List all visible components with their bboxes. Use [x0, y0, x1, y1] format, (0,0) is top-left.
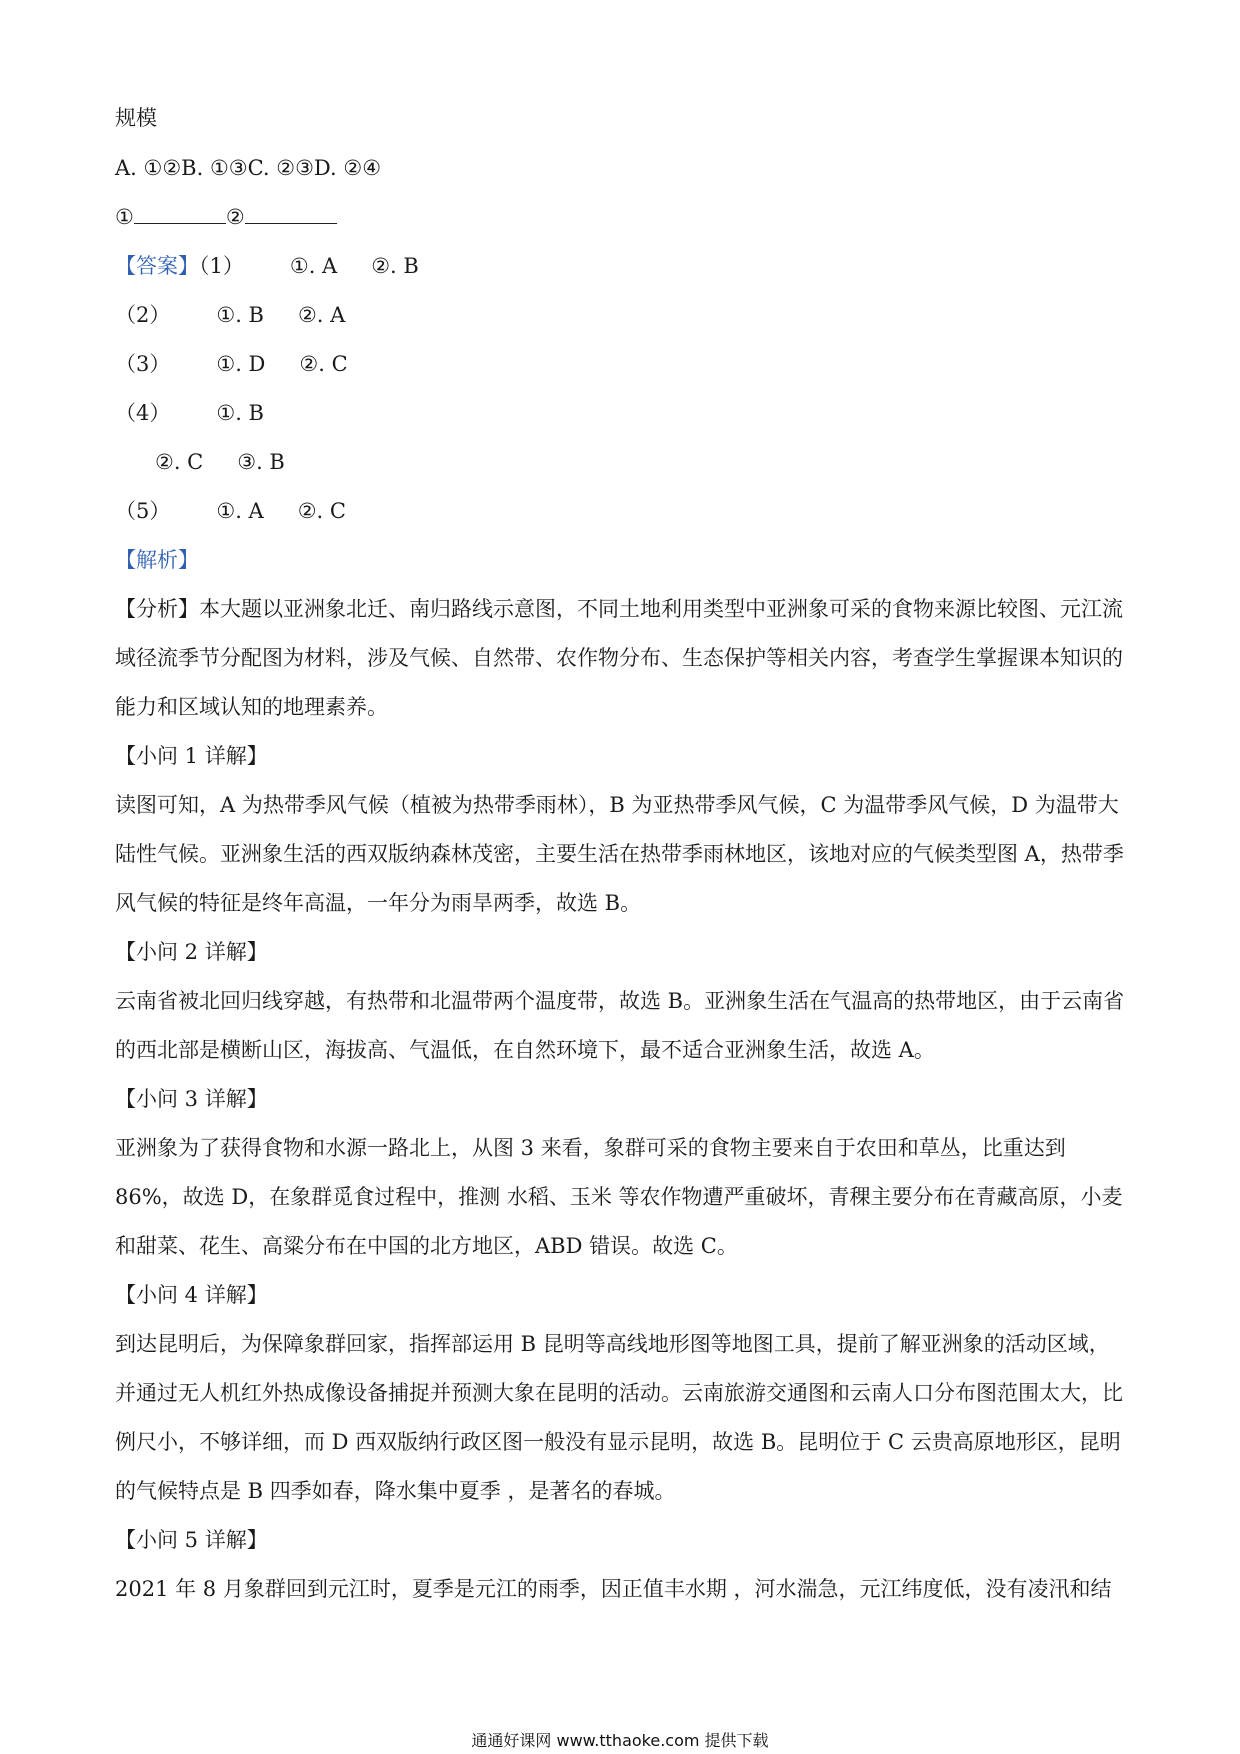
answer-q4-cont: ②. C ③. B — [155, 450, 285, 474]
answer-q1: 【答案】（1） ①. A ②. B — [115, 254, 419, 278]
s5-title: 【小问 5 详解】 — [115, 1528, 268, 1552]
answer-tag: 【答案】 — [115, 254, 199, 278]
analysis-intro: 【分析】本大题以亚洲象北迁、南归路线示意图，不同土地利用类型中亚洲象可采的食物来源比较图、元江流域径流季节分配图为材料，涉及气候、自然带、农作物分布、生态保护等相关内容，考查学生掌握课本知识的能力和区域认知的地理素养。 — [115, 597, 1123, 719]
s1-text: 读图可知，A 为热带季风气候（植被为热带季雨林），B 为亚热带季风气候，C 为温带季风气候，D 为温带大陆性气候。亚洲象生活的西双版纳森林茂密，主要生活在热带季雨林地区，该地对应的气候类型图 A，热带季风气候的特征是终年高温，一年分为雨旱两季，故选 B。 — [115, 793, 1124, 915]
answer-q4: （4） ①. B — [115, 401, 264, 425]
analysis-tag: 【解析】 — [115, 548, 199, 572]
s1-title: 【小问 1 详解】 — [115, 744, 268, 768]
s2-title: 【小问 2 详解】 — [115, 940, 268, 964]
s4-title: 【小问 4 详解】 — [115, 1283, 268, 1307]
s3-text: 亚洲象为了获得食物和水源一路北上，从图 3 来看，象群可采的食物主要来自于农田和草丛，比重达到 86%，故选 D，在象群觅食过程中，推测 水稻、玉米 等农作物遭严重破坏，青稞主要分布在青藏高原，小麦和甜菜、花生、高粱分布在中国的北方地区，ABD 错误。故选 C。 — [115, 1136, 1123, 1258]
continuation-word: 规模 — [115, 106, 157, 130]
footer-source: 通通好课网 www.tthaoke.com 提供下载 — [471, 1731, 769, 1750]
blank-line — [115, 202, 337, 232]
options-line: A. ①②B. ①③C. ②③D. ②④ — [115, 156, 382, 180]
s2-text: 云南省被北回归线穿越，有热带和北温带两个温度带，故选 B。亚洲象生活在气温高的热带地区，由于云南省的西北部是横断山区，海拔高、气温低，在自然环境下，最不适合亚洲象生活，故选 A。 — [115, 989, 1125, 1062]
answer-q2: （2） ①. B ②. A — [115, 303, 346, 327]
blank2-mark: ② — [225, 205, 245, 229]
answer-q5: （5） ①. A ②. C — [115, 499, 346, 523]
s3-title: 【小问 3 详解】 — [115, 1087, 268, 1111]
blank-2 — [245, 203, 337, 224]
s4-text: 到达昆明后，为保障象群回家，指挥部运用 B 昆明等高线地形图等地图工具，提前了解亚洲象的活动区域，并通过无人机红外热成像设备捕捉并预测大象在昆明的活动。云南旅游交通图和云南人口分布图范围太大，比例尺小，不够详细，而 D 西双版纳行政区图一般没有显示昆明，故选 B。昆明位于 C 云贵高原地形区，昆明的气候特点是 B 四季如春，降水集中夏季 ，是著名的春城。 — [115, 1332, 1123, 1503]
blank1-mark: ① — [115, 205, 134, 229]
answer-q3: （3） ①. D ②. C — [115, 352, 348, 376]
s5-text: 2021 年 8 月象群回到元江时，夏季是元江的雨季，因正值丰水期 ，河水湍急，元江纬度低，没有凌汛和结 — [115, 1577, 1112, 1601]
blank-1 — [134, 203, 226, 224]
